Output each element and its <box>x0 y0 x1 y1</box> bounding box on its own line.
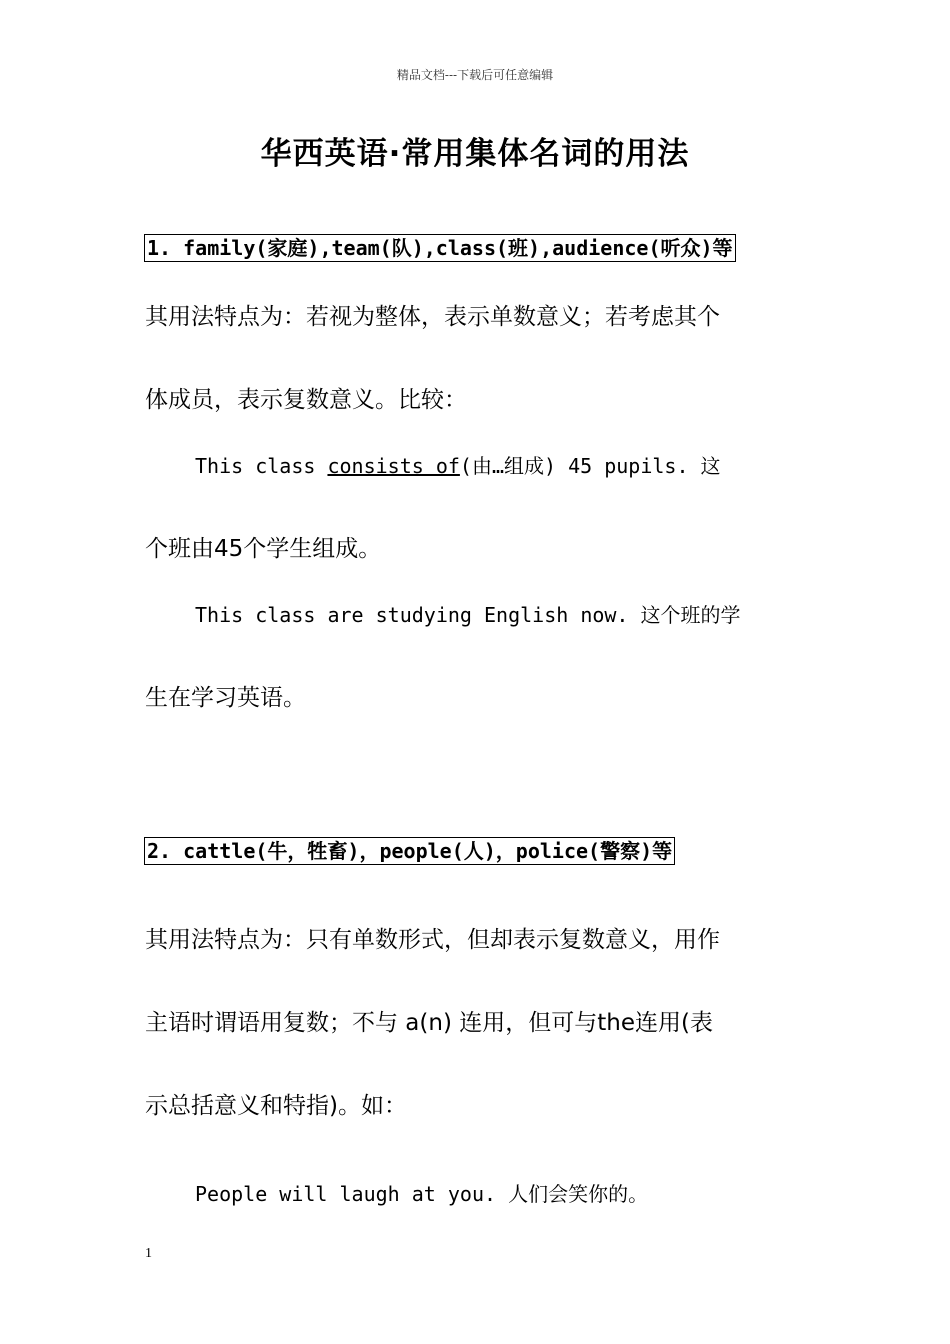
example-1-part-a: This class <box>195 454 328 478</box>
section-1-line-2: 体成员，表示复数意义。比较： <box>145 387 467 413</box>
page-number: 1 <box>145 1246 152 1261</box>
example-1-underlined: consists of <box>327 454 460 478</box>
example-1-line-1 <box>195 451 721 481</box>
section-1-heading-term: 1. family <box>147 236 256 260</box>
section-1-heading <box>144 234 736 262</box>
section-2-line-1: 其用法特点为：只有单数形式，但却表示复数意义，用作 <box>145 927 720 953</box>
example-2-line-1: This class are studying English now. 这个班的学 <box>195 603 741 627</box>
section-1-line-1: 其用法特点为：若视为整体，表示单数意义；若考虑其个 <box>145 304 720 330</box>
section-1-heading-rest: (家庭),team(队),class(班),audience(听众)等 <box>255 236 733 260</box>
example-1-line-2: 个班由45个学生组成。 <box>145 536 382 562</box>
page-title: 华西英语·常用集体名词的用法 <box>260 136 690 172</box>
example-2-line-2: 生在学习英语。 <box>145 685 306 711</box>
section-2-heading-text: 2. cattle(牛，牲畜)，people(人)，police(警察)等 <box>147 839 673 863</box>
section-2-line-2: 主语时谓语用复数；不与 a(n) 连用，但可与the连用(表 <box>145 1010 713 1036</box>
section-2-heading <box>144 837 675 865</box>
section-2-line-3: 示总括意义和特指)。如： <box>145 1093 407 1119</box>
example-1-part-b: (由…组成) 45 pupils. 这 <box>459 454 721 478</box>
section-2-example-1: People will laugh at you. 人们会笑你的。 <box>195 1182 649 1206</box>
page-header: 精品文档---下载后可任意编辑 <box>396 68 554 82</box>
